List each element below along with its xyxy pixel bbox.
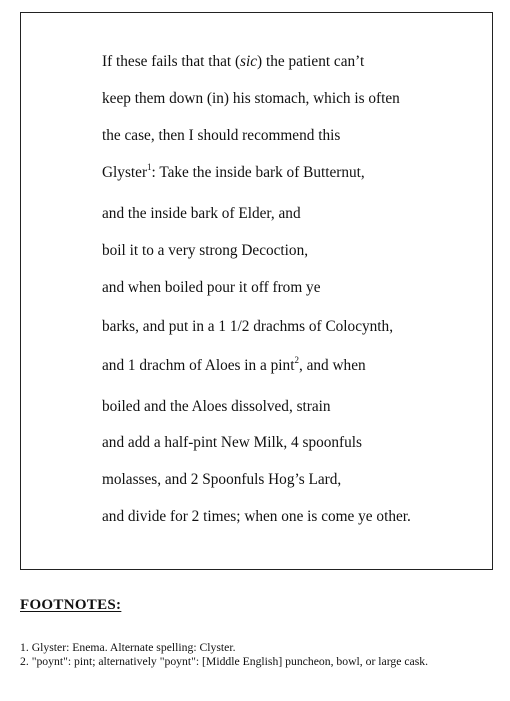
passage-line-11: and add a half-pint New Milk, 4 spoonfuls: [102, 434, 363, 451]
passage-line-7: and when boiled pour it off from ye: [102, 279, 321, 296]
passage-line-2: keep them down (in) his stomach, which is often: [102, 90, 400, 107]
passage-box: [20, 12, 493, 570]
passage-line-9: and 1 drachm of Aloes in a pint$^2$, and when: [102, 355, 366, 374]
passage-line-3: the case, then I should recommend this: [102, 127, 341, 144]
passage-line-10: boiled and the Aloes dissolved, strain: [102, 398, 331, 415]
passage-line-1: If these fails that that (sic) the patient can’t: [102, 53, 365, 70]
footnote-1: 1. Glyster: Enema. Alternate spelling: Clyster.: [20, 641, 236, 654]
passage-line-8: barks, and put in a 1 1/2 drachms of Colocynth,: [102, 318, 394, 335]
passage-line-13: and divide for 2 times; when one is come ye other.: [102, 508, 411, 525]
passage-line-12: molasses, and 2 Spoonfuls Hog’s Lard,: [102, 471, 342, 488]
passage-line-6: boil it to a very strong Decoction,: [102, 242, 309, 259]
passage-line-5: and the inside bark of Elder, and: [102, 205, 301, 222]
footnote-2: 2. "poynt": pint; alternatively "poynt": [Middle English] puncheon, bowl, or large cask.: [20, 655, 429, 668]
footnotes-heading: FOOTNOTES:: [20, 597, 122, 613]
passage-line-4: Glyster$^1$: Take the inside bark of Butternut,: [102, 162, 365, 181]
footnote-ref-2: 2: [294, 355, 299, 365]
footnote-ref-1: 1: [147, 162, 152, 172]
